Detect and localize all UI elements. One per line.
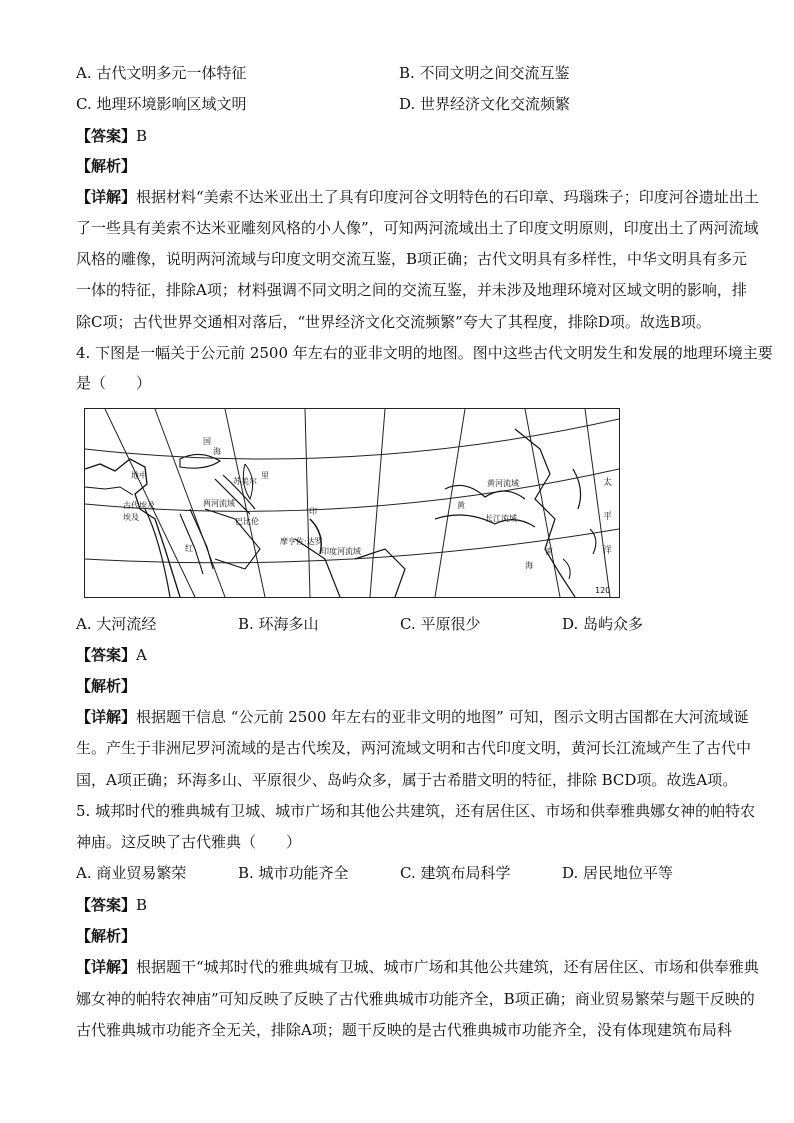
q4-option-a: A. 大河流经	[76, 615, 157, 633]
map-label-pacific-3: 洋	[603, 546, 613, 556]
detail-tag: 【详解】	[76, 708, 137, 726]
map-label-caspian: 里	[261, 471, 269, 480]
ancient-civilizations-map	[84, 408, 620, 598]
map-label-sea: 海	[525, 561, 533, 570]
detail-text: 根据材料“美索不达米亚出土了具有印度河谷文明特色的石印章、玛瑙珠子；印度河谷遗址出土	[136, 188, 759, 206]
q4-option-b: B. 环海多山	[238, 615, 319, 633]
map-label-black-sea-1: 国	[203, 437, 211, 446]
q4-option-c: C. 平原很少	[400, 615, 481, 633]
q5-answer	[76, 895, 147, 915]
map-label-yellow-river-basin: 黄河流域	[487, 479, 519, 488]
q4-stem-line-1: 4. 下图是一幅关于公元前 2500 年左右的亚非文明的地图。图中这些古代文明发生和发展的地理环境主要	[76, 344, 773, 362]
map-label-mesopotamia: 两河流域	[203, 499, 235, 508]
map-label-yangtze-basin: 长江流域	[485, 514, 517, 523]
q3-option-a: A. 古代文明多元一体特征	[76, 64, 247, 82]
map-label-harappa: 摩亨佐·达罗	[280, 537, 323, 546]
q5-stem-line-1: 5. 城邦时代的雅典城有卫城、城市广场和其他公共建筑，还有居住区、市场和供奉雅典娜女神的帕特农	[76, 802, 756, 820]
answer-value: B	[136, 896, 148, 914]
detail-text: 根据题干信息 “公元前 2500 年左右的亚非文明的地图” 可知，图示文明古国都在大河流域诞	[136, 708, 749, 726]
answer-value: B	[136, 127, 148, 145]
detail-tag: 【详解】	[76, 958, 137, 976]
q5-option-b: B. 城市功能齐全	[238, 864, 349, 882]
map-graphic	[85, 409, 619, 597]
answer-tag: 【答案】	[76, 127, 137, 145]
q3-detail-line-4: 一体的特征，排除A项；材料强调不同文明之间的交流互鉴，并未涉及地理环境对区域文明的影响，排	[76, 281, 747, 299]
q5-stem-line-2: 神庙。这反映了古代雅典（ ）	[76, 833, 302, 851]
q5-detail-line-3: 古代雅典城市功能齐全无关，排除A项；题干反映的是古代雅典城市功能齐全，没有体现建筑布局科	[76, 1021, 732, 1039]
q5-detail-line-1	[76, 957, 759, 977]
q3-option-c: C. 地理环境影响区域文明	[76, 95, 247, 113]
q3-analysis-label: 【解析】	[76, 157, 137, 175]
q3-detail-line-2: 了一些具有美索不达米亚雕刻风格的小人像”，可知两河流域出土了印度文明原则，印度出土了两河流域	[76, 219, 759, 237]
q4-answer	[76, 645, 147, 665]
map-label-longitude-120: 120	[595, 586, 611, 595]
map-label-black-sea-2: 海	[213, 447, 221, 456]
map-label-pacific-2: 平	[603, 512, 613, 522]
q4-stem-line-2: 是（ ）	[76, 374, 152, 392]
q3-detail-line-5: 除C项；古代世界交通相对落后，“世界经济文化交流频繁”夸大了其程度，排除D项。故选B项。	[76, 313, 711, 331]
map-label-egypt-2: 埃及	[123, 513, 139, 522]
q5-option-c: C. 建筑布局科学	[400, 864, 511, 882]
answer-tag: 【答案】	[76, 896, 137, 914]
map-label-yellow: 黄	[457, 501, 465, 510]
q4-detail-line-2: 生。产生于非洲尼罗河流域的是古代埃及，两河流域文明和古代印度文明，黄河长江流域产生了古代中	[76, 739, 752, 757]
q3-detail-line-3: 风格的雕像，说明两河流域与印度文明交流互鉴，B项正确；古代文明具有多样性，中华文明具有多元	[76, 250, 748, 268]
answer-value: A	[136, 646, 147, 664]
map-label-egypt-1: 古代埃及	[123, 501, 155, 510]
map-label-south: 南	[545, 547, 553, 556]
q5-option-d: D. 居民地位平等	[562, 864, 674, 882]
q3-answer	[76, 126, 147, 146]
q4-option-d: D. 岛屿众多	[562, 615, 644, 633]
q5-option-a: A. 商业贸易繁荣	[76, 864, 187, 882]
map-label-pacific-1: 太	[603, 478, 613, 488]
q5-detail-line-2: 娜女神的帕特农神庙”可知反映了反映了古代雅典城市功能齐全，B项正确；商业贸易繁荣与题干反映的	[76, 990, 755, 1008]
detail-text: 根据题干“城邦时代的雅典城有卫城、城市广场和其他公共建筑，还有居住区、市场和供奉雅典	[136, 958, 759, 976]
q4-detail-line-1	[76, 707, 749, 727]
answer-tag: 【答案】	[76, 646, 137, 664]
map-label-indus: 印度河流域	[321, 547, 361, 556]
map-label-sumer: 苏美尔	[233, 477, 257, 486]
q3-detail-line-1	[76, 187, 759, 207]
q3-option-b: B. 不同文明之间交流互鉴	[399, 64, 570, 82]
q4-detail-line-3: 国，A项正确；环海多山、平原很少、岛屿众多，属于古希腊文明的特征，排除 BCD项。故选A项。	[76, 771, 738, 789]
detail-tag: 【详解】	[76, 188, 137, 206]
q4-analysis-label: 【解析】	[76, 677, 137, 695]
map-label-india: 印	[309, 507, 317, 516]
map-label-red-sea: 红	[185, 544, 193, 553]
q5-analysis-label: 【解析】	[76, 927, 137, 945]
map-label-mediterranean: 地中	[131, 471, 147, 480]
map-label-babylon: 巴比伦	[235, 517, 259, 526]
q3-option-d: D. 世界经济文化交流频繁	[399, 95, 571, 113]
